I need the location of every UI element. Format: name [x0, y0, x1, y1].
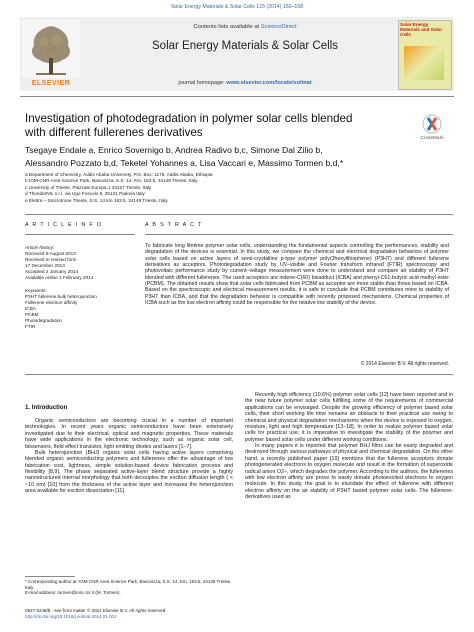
- email-note[interactable]: E-mail address: tormen@iom.cnr.it (M. Tormen).: [25, 590, 121, 596]
- corresponding-author-note: * Corresponding author at: IOM-CNR Area Science Park, Basovizza, S.S. 14, Km. 163.5, 34149 Trieste, Italy.: [25, 579, 232, 590]
- keyword: ICBA: [25, 305, 36, 311]
- affiliation: c University of Trieste, Piazzale Europa,1 34127 Trieste, Italy: [25, 184, 152, 190]
- homepage-url-link[interactable]: www.elsevier.com/locate/solmat: [226, 80, 312, 86]
- article-history-item: Available online 1 February 2014: [25, 275, 94, 281]
- author-line: Alessandro Pozzato b,d, Teketel Yohannes a, Lisa Vaccari e, Massimo Tormen b,d,*: [25, 157, 344, 168]
- paper-title-line: Investigation of photodegradation in polymer solar cells blended: [25, 112, 353, 125]
- copyright: © 2014 Elsevier B.V. All rights reserved.: [360, 361, 449, 367]
- paper-title-line: with different fullerenes derivatives: [25, 125, 203, 139]
- keyword: P3HT fullerene bulk heterojunction: [25, 293, 97, 299]
- abstract-bottom-rule: [25, 374, 453, 375]
- affiliation: a Department of Chemistry, Addis Ababa University, P.O. Box: 1176, Addis Ababa, Ethiopia: [25, 172, 213, 177]
- paper-title: [25, 112, 405, 139]
- introduction-heading: 1. Introduction: [25, 404, 68, 411]
- journal-citation-link[interactable]: Solar Energy Materials & Solar Cells 123 (2014) 150–158: [170, 4, 304, 10]
- cover-title: Solar Energy Materials and Solar Cells: [400, 22, 443, 37]
- author-line: Tsegaye Endale a, Enrico Sovernigo b, Andrea Radivo b,c, Simone Dal Zilio b,: [25, 145, 323, 155]
- homepage-prefix: journal homepage:: [178, 80, 225, 86]
- body-paragraph: In many papers it is reported that polymer BHJ films can be easily degraded and destroyed through various pathways of physical and chemical degradation. On the other hand, a recently published paper [19] mentions that the fullerene acceptors donate photogenerated electrons to oxygen molecule and result in the formation of superoxide radical anion O2−, which degrades the polymer. According to the authors, the fullerenes with low electron affinity are prone to easily donate photoexcited electrons to oxygen molecule. In this study, the goal is to elucidate the effect of fullerene with different electron affinity on the air stability of P3HT based polymer solar cells. The fullerene-derivatives used as: [245, 443, 453, 500]
- footnote-rule: [25, 576, 75, 577]
- sciencedirect-link[interactable]: ScienceDirect: [260, 24, 297, 30]
- article-info-heading: A R T I C L E I N F O: [25, 222, 103, 228]
- header-divider: [20, 96, 454, 97]
- affiliations: [25, 172, 455, 204]
- article-history-item: Received in revised form: [25, 257, 77, 263]
- contents-line: [110, 24, 380, 30]
- abstract-rule: [145, 234, 453, 235]
- abstract-heading: A B S T R A C T: [145, 222, 203, 228]
- body-paragraph: Recently high efficiency (10.6%) polymer solar cells [12] have been reported and in the near future polymer solar cells fulfilling some of the requirements of commercial applications can be envisaged. Despite the growing efficiency of polymer based solar cells, their short working life time remains an obstacle to their practical use owing to chemical and physical degradation mechanisms when the device is exposed to oxygen, moisture, light and high temperature [13–18]. In order to realize polymer based solar cells for practical use, it is imperative to investigate the stability of the polymer and polymer based solar cells under different working conditions.: [245, 392, 453, 443]
- article-info-rule: [25, 234, 135, 235]
- article-history-label: Article history:: [25, 245, 55, 250]
- author-list: [25, 144, 455, 169]
- contents-prefix: Contents lists available at: [193, 24, 260, 30]
- keyword: Fullerene electron affinity: [25, 299, 78, 305]
- abstract-text: To fabricate long lifetime polymer solar cells, understanding the fundamental aspects controlling the performances, stability and degradation of the devices is essential. In this study, we compare the chemical and electrical degradation behaviors of polymer solar cells based on active layers of semi-crystalline p-type polymer poly(3hexylthiophene) (P3HT) and different fullerene derivatives as acceptors. Photodegradation study by UV–visible and Fourier transform infrared (FTIR) spectroscopy and photovoltaic performance study by current–voltage measurement were done to understand and compare air stability of P3HT blended with different fullerenes. The used acceptors are indene-C(60) bisadduct (ICBA) and phenyl-C61-butyric acid methyl ester (PCBM). The obtained results show that solar cells fabricated from PCBM as acceptor are more stable than those based on ICBA. Based on the spectroscopic and electrical measurement results, it is safe to conclude that PCBM contributes more to stability of P3HT than ICBA, and that the degradation behavior is compatible with recently proposed mechanisms. Chemical properties of ICBA such as the low electron affinity could be responsible for the relative low stability of the device.: [145, 243, 449, 307]
- footnote: [25, 579, 233, 596]
- keyword: FTIR: [25, 324, 36, 330]
- article-info: [25, 245, 135, 330]
- article-history-item: Accepted 2 January 2014: [25, 269, 79, 275]
- crossmark-badge[interactable]: [412, 114, 452, 141]
- affiliation: e Elettra – Sincrotrone Trieste, S.S. 14 km 163.5, 34149 Trieste, Italy: [25, 197, 168, 203]
- publisher-name: ELSEVIER: [31, 80, 71, 87]
- body-column-left: [25, 418, 233, 495]
- journal-title: Solar Energy Materials & Solar Cells: [152, 40, 338, 52]
- body-column-right: [245, 392, 453, 500]
- affiliation: b IOM-CNR Area Science Park, Basovizza, S.S. 14, Km. 163.5, 34149 Trieste, Italy: [25, 178, 198, 184]
- crossmark-label: CrossMark: [420, 136, 444, 141]
- journal-homepage: [100, 80, 390, 86]
- body-paragraph: Bulk heterojunction (BHJ) organic solar cells having active layers comprising blended organic semiconducting polymers and fullerenes offer the advantage of low fabrication cost, lightness, simple solution-based device fabrication process and flexibility [8,9]. The phase separated active-layer blend structure provide a highly nanostructured internal morphology that both decouples the exciton diffusion length ( < ~10 nm) [10] from the thickness of the active layer and increases the heterojunction area available for exciton dissociation [11].: [25, 449, 233, 495]
- body-paragraph: Organic semiconductors are becoming crucial in a number of important technologies. In recent years organic semiconductors have been extensively investigated due to their electrical, optical and magnetic properties. These materials have wide applications in the electronic technology, such as organic solar cell, biosensors, field effect transistor, light emitting diodes and lasers [1–7].: [25, 418, 233, 450]
- affiliation: d ThunderNIL s.r.l. via Ugo Foscolo 8, 35131 Padova Italy: [25, 191, 145, 197]
- article-history-item: Received 9 August 2013: [25, 251, 76, 257]
- keyword: Photodegradation: [25, 318, 63, 324]
- cover-artwork: [404, 46, 444, 80]
- front-matter: [25, 608, 325, 619]
- article-history-item: 17 December 2013: [25, 263, 65, 269]
- keyword: PCBM: [25, 311, 39, 317]
- issn-line: 0927-0248/$ - see front matter © 2014 Elsevier B.V. All rights reserved.: [25, 608, 167, 613]
- affiliation-divider: [25, 214, 453, 215]
- keywords-label: Keywords:: [25, 287, 47, 293]
- doi-link[interactable]: http://dx.doi.org/10.1016/j.solmat.2014.01.001: [25, 613, 117, 619]
- crossmark-icon: [422, 114, 442, 134]
- elsevier-tree-logo: [22, 20, 80, 78]
